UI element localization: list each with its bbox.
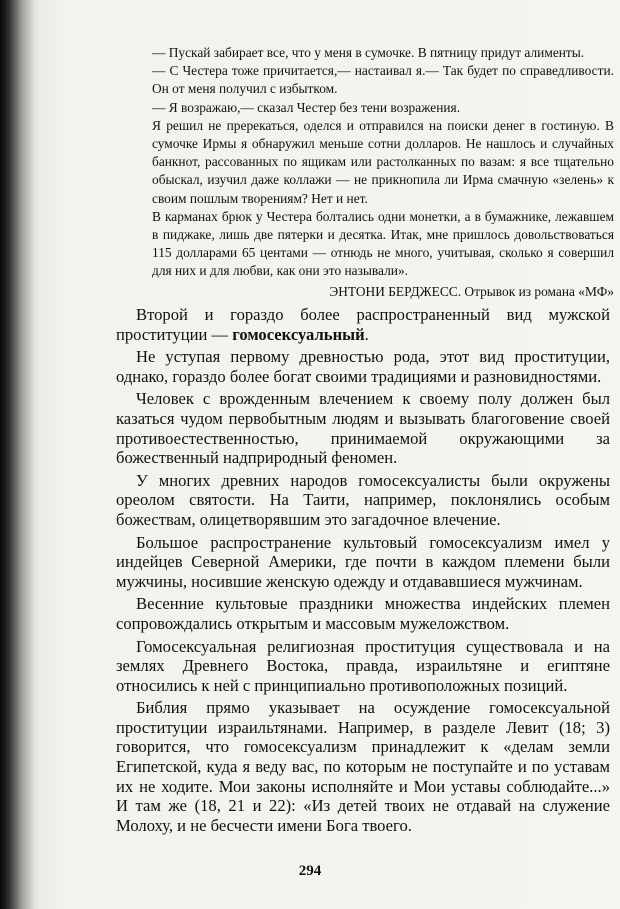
paragraph: Весенние культовые праздники множества индейских племен сопровождались открытым и массовым мужеложством.	[116, 594, 610, 633]
paragraph: Не уступая первому древностью рода, этот вид проституции, однако, гораздо более богат своими традициями и разновидностями.	[116, 347, 610, 386]
paragraph: Человек с врожденным влечением к своему полу должен был казаться чудом первобытным людям и вызывать благоговение своей противоестественностью, принимаемой окружающими за божественный надприродный феномен.	[116, 389, 610, 468]
main-body-text	[116, 305, 610, 838]
paragraph-text: .	[364, 324, 369, 344]
paragraph: Большое распространение культовый гомосексуализм имел у индейцев Северной Америки, где почти в каждом племени были мужчины, носившие женскую одежду и отдававшиеся мужчинам.	[116, 532, 610, 591]
paragraph-text: Второй и гораздо более распространенный вид мужской проституции —	[116, 305, 610, 344]
page-number: 294	[298, 863, 322, 879]
bold-term: гомосексуальный	[232, 324, 365, 344]
quote-signature: ЭНТОНИ БЕРДЖЕСС. Отрывок из романа «МФ»	[329, 283, 614, 299]
quote-line: — Я возражаю,— сказал Честер без тени возражения.	[152, 99, 461, 115]
quote-line: — С Честера тоже причитается,— настаивал я.— Так будет по справедливости. Он от меня получил с избытком.	[152, 63, 614, 97]
quote-line: В карманах брюк у Честера болтались одни монетки, а в бумажнике, лежавшем в пиджаке, лишь две пятерки и десятка. Итак, мне пришлось довольствоваться 115 долларами 65 центами — отнюдь не много, учитывая, сколько я совершил для них и для любви, как они это называли».	[152, 208, 614, 279]
epigraph-quote	[152, 44, 614, 301]
paragraph: Гомосексуальная религиозная проституция существовала и на землях Древнего Востока, правда, израильтяне и египтяне относились к ней с принципиально противоположных позиций.	[116, 636, 610, 695]
paragraph	[116, 305, 610, 344]
paragraph: Библия прямо указывает на осуждение гомосексуальной проституции израильтянами. Например, в разделе Левит (18; 3) говорится, что гомосексуализм принадлежит к «делам земли Египетской, куда я веду вас, по которым не поступайте и по уставам их не ходите. Мои законы исполняйте и Мои уставы соблюдайте...» И там же (18, 21 и 22): «Из детей твоих не отдавай на служение Молоху, и не бесчести имени Бога твоего.	[116, 698, 610, 835]
quote-line: Я решил не пререкаться, оделся и отправился на поиски денег в гостиную. В сумочке Ирмы я обнаружил меньше сотни долларов. Не нашлось и случайных банкнот, рассованных по ящикам или растолканных по вазам: я все тщательно обыскал, изучил даже коллажи — не прикнопила ли Ирма смачную «зелень» к своим пошлым творениям? Нет и нет.	[152, 117, 614, 206]
paragraph: У многих древних народов гомосексуалисты были окружены ореолом святости. На Таити, например, поклонялись особым божествам, олицетворявшим это загадочное влечение.	[116, 470, 610, 529]
quote-line: — Пускай забирает все, что у меня в сумочке. В пятницу придут алименты.	[152, 45, 585, 60]
book-gutter-shadow	[0, 0, 34, 909]
